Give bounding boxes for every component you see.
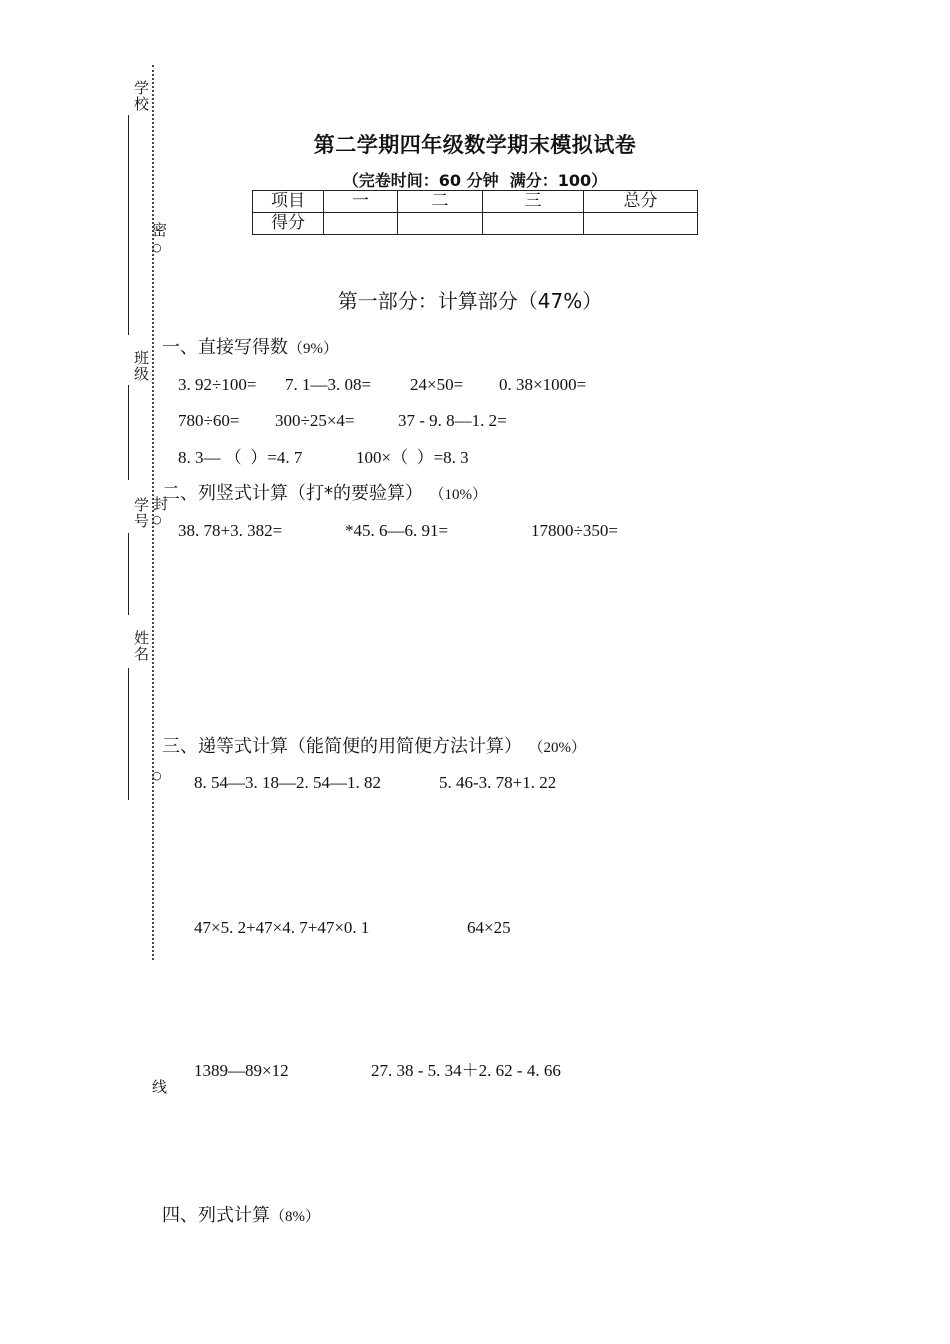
problem-3-2: 5. 46-3. 78+1. 22 — [439, 773, 557, 792]
problem-1-7: 37 - 9. 8—1. 2= — [398, 411, 507, 430]
name-label: 姓名 — [132, 630, 150, 662]
problem-3-3: 47×5. 2+47×4. 7+47×0. 1 — [194, 918, 370, 937]
score-table — [252, 190, 698, 235]
seal-circle-2: ○ — [152, 513, 162, 526]
section-2-heading-text: 二、列竖式计算（打*的要验算） — [162, 483, 423, 504]
problem-2-3: 17800÷350= — [531, 521, 618, 540]
seal-circle-3: ○ — [152, 769, 162, 782]
section-2-score: （10%） — [437, 487, 487, 503]
seal-char-xian: 线 — [152, 1078, 168, 1096]
problem-1-2: 7. 1—3. 08= — [285, 375, 372, 394]
section-1-heading-text: 一、直接写得数 — [162, 337, 288, 358]
score-cell-part-2[interactable] — [398, 213, 483, 235]
student-number-label: 学号 — [132, 497, 150, 529]
problem-1-3: 24×50= — [410, 375, 464, 394]
section-1-heading — [162, 338, 338, 359]
problem-2-1: 38. 78+3. 382= — [178, 521, 283, 540]
seal-char-feng: 封 — [153, 495, 169, 513]
problem-1-4: 0. 38×1000= — [499, 375, 587, 394]
score-header-part-1: 一 — [324, 191, 398, 213]
problem-1-8: 8. 3— （ ）=4. 7 — [178, 448, 303, 467]
score-row-label: 得分 — [253, 213, 324, 235]
score-header-part-3: 三 — [483, 191, 584, 213]
problem-3-4: 64×25 — [467, 918, 511, 937]
part-1-title: 第一部分：计算部分（47%） — [337, 289, 603, 313]
school-label: 学校 — [132, 80, 150, 112]
class-fill-line — [128, 385, 129, 480]
problem-1-6: 300÷25×4= — [275, 411, 355, 430]
problem-3-5: 1389—89×12 — [194, 1061, 289, 1080]
problem-2-2: *45. 6—6. 91= — [345, 521, 449, 540]
section-4-heading-text: 四、列式计算 — [162, 1205, 270, 1226]
score-table-header-row — [253, 191, 698, 213]
section-1-score: （9%） — [288, 341, 338, 357]
section-3-heading — [162, 737, 586, 758]
score-cell-total[interactable] — [584, 213, 698, 235]
score-header-item: 项目 — [253, 191, 324, 213]
score-cell-part-1[interactable] — [324, 213, 398, 235]
seal-circle-1: ○ — [152, 241, 162, 254]
problem-1-1: 3. 92÷100= — [178, 375, 257, 394]
section-3-heading-text: 三、递等式计算（能简便的用简便方法计算） — [162, 736, 522, 757]
name-fill-line — [128, 668, 129, 800]
score-cell-part-3[interactable] — [483, 213, 584, 235]
section-4-heading — [162, 1206, 320, 1227]
problem-3-1: 8. 54—3. 18—2. 54—1. 82 — [194, 773, 381, 792]
score-header-total: 总分 — [584, 191, 698, 213]
seal-char-mi: 密 — [152, 221, 168, 239]
problem-3-6: 27. 38 - 5. 34＋2. 62 - 4. 66 — [371, 1061, 561, 1080]
class-label: 班级 — [132, 350, 150, 382]
student-number-fill-line — [128, 533, 129, 615]
section-3-score: （20%） — [536, 740, 586, 756]
section-2-heading — [162, 484, 487, 505]
score-header-part-2: 二 — [398, 191, 483, 213]
exam-title: 第二学期四年级数学期末模拟试卷 — [313, 133, 637, 157]
section-4-score: （8%） — [270, 1209, 320, 1225]
exam-subtitle: （完卷时间：60 分钟 满分：100） — [342, 171, 608, 190]
problem-1-9: 100×（ ）=8. 3 — [356, 448, 469, 467]
score-table-score-row — [253, 213, 698, 235]
problem-1-5: 780÷60= — [178, 411, 240, 430]
